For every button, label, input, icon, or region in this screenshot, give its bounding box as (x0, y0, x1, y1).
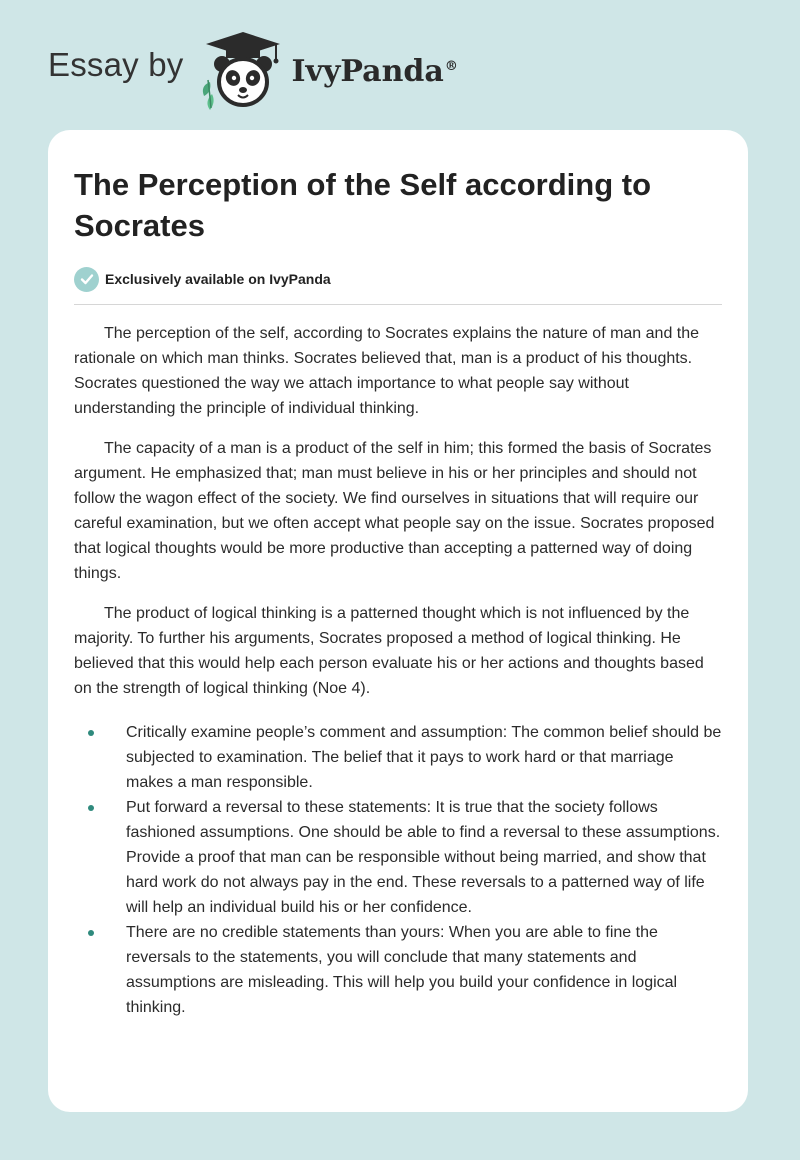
ivypanda-wordmark[interactable]: IvyPanda® (291, 53, 458, 89)
check-circle-icon (74, 267, 99, 292)
bullet-list (74, 720, 722, 1020)
paragraph: The perception of the self, according to Socrates explains the nature of man and the rationale on which man thinks. Socrates believed that, man is a product of his thoughts. Socrates questioned the way we attach importance to what people say without understanding the principle of individual thinking. (74, 325, 700, 417)
list-item (74, 720, 722, 795)
bullet-dot-icon (88, 730, 94, 736)
paragraph: The capacity of a man is a product of the self in him; this formed the basis of Socrates argument. He emphasized that; man must believe in his or her principles and should not follow the wagon effect of the society. We find ourselves in situations that will require our careful examination, but we often accept what people say on the issue. Socrates proposed that logical thoughts would be more productive than accepting a patterned way of doing things. (74, 440, 715, 582)
bullet-dot-icon (88, 805, 94, 811)
exclusive-badge (74, 266, 722, 292)
list-item (74, 795, 722, 920)
page-title: The Perception of the Self according to Socrates (74, 167, 652, 243)
essay-by-label: Essay by (48, 46, 184, 83)
site-header (48, 30, 458, 110)
title-divider (74, 304, 722, 305)
ivypanda-panda-logo-icon[interactable] (198, 30, 288, 110)
list-item-text: There are no credible statements than yours: When you are able to fine the reversals to the statements, you will conclude that many statements and assumptions are misleading. This will help you build your confidence in logical thinking. (126, 924, 678, 1016)
essay-body (74, 321, 722, 1020)
list-item-text: Put forward a reversal to these statements: It is true that the society follows fashioned assumptions. One should be able to find a reversal to these assumptions. Provide a proof that man can be responsible without being married, and show that hard work do not always pay in the end. These reversals to a patterned way of life will help an individual build his or her confidence. (126, 799, 721, 916)
list-item (74, 920, 722, 1020)
paragraph: The product of logical thinking is a patterned thought which is not influenced by the majority. To further his arguments, Socrates proposed a method of logical thinking. He believed that this would help each person evaluate his or her actions and thoughts based on the strength of logical thinking (Noe 4). (74, 605, 704, 697)
bullet-dot-icon (88, 930, 94, 936)
list-item-text: Critically examine people’s comment and assumption: The common belief should be subjected to examination. The belief that it pays to work hard or that marriage makes a man responsible. (126, 724, 722, 791)
exclusive-badge-label: Exclusively available on IvyPanda (105, 271, 331, 287)
essay-card (48, 130, 748, 1112)
